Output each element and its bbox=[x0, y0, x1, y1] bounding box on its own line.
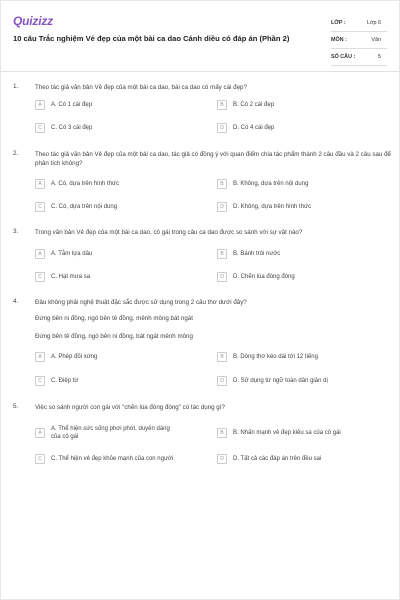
option-label: A. Có 1 cái đẹp bbox=[51, 102, 93, 108]
question-number: 1. bbox=[13, 83, 19, 90]
question-number: 3. bbox=[13, 228, 19, 235]
option-b[interactable] bbox=[217, 248, 363, 260]
option-c[interactable] bbox=[35, 271, 181, 283]
option-label: A. Có, dựa trên hình thức bbox=[51, 181, 120, 187]
option-d[interactable] bbox=[217, 453, 387, 465]
page-title: 10 câu Trắc nghiệm Vẻ đẹp của một bài ca dao Cánh diều có đáp án (Phần 2) bbox=[13, 34, 290, 43]
option-letter: B bbox=[217, 428, 227, 438]
option-letter: B bbox=[217, 179, 227, 189]
option-letter: B bbox=[217, 100, 227, 110]
meta-key: LỚP : bbox=[331, 20, 346, 26]
option-label: D. Tất cả các đáp án trên đều sai bbox=[233, 456, 322, 462]
meta-row-grade bbox=[331, 15, 387, 32]
meta-value: Văn bbox=[371, 37, 381, 43]
question-text: Theo tác giả văn bản Vẻ đẹp của một bài ca dao, bài ca dao có mấy cái đẹp? bbox=[35, 84, 247, 91]
option-letter: C bbox=[35, 202, 45, 212]
option-a[interactable] bbox=[35, 425, 181, 441]
option-label: D. Sử dụng từ ngữ toàn dân giản dị bbox=[233, 378, 328, 384]
option-label: B. Không, dựa trên nội dung bbox=[233, 181, 309, 187]
meta-key: MÔN : bbox=[331, 37, 347, 43]
option-letter: A bbox=[35, 249, 45, 259]
option-label: D. Không, dựa trên hình thức bbox=[233, 204, 312, 210]
header bbox=[1, 1, 399, 61]
option-a[interactable] bbox=[35, 178, 181, 190]
option-letter: A bbox=[35, 179, 45, 189]
question-text: Đâu không phải nghệ thuật đặc sắc được sử dụng trong 2 câu thơ dưới đây? bbox=[35, 299, 247, 306]
option-letter: D bbox=[217, 123, 227, 133]
option-label: A. Thể hiện sức sống phơi phới, duyên dáng của cô gái bbox=[51, 426, 170, 440]
option-b[interactable] bbox=[217, 351, 363, 363]
header-divider bbox=[1, 71, 399, 72]
question-text: Trong văn bản Vẻ đẹp của một bài ca dao, cô gái trong câu ca dao được so sánh với sự vật nào? bbox=[35, 229, 303, 236]
option-label: B. Dòng thơ kéo dài tới 12 tiếng bbox=[233, 354, 318, 360]
meta-row-subject bbox=[331, 32, 387, 49]
option-c[interactable] bbox=[35, 201, 181, 213]
brand-logo: Quizizz bbox=[13, 14, 53, 28]
option-d[interactable] bbox=[217, 271, 363, 283]
verse-line-1: Đứng bên ni đồng, ngó bên tê đồng, mênh mông bát ngát bbox=[35, 315, 193, 322]
option-d[interactable] bbox=[217, 201, 363, 213]
option-letter: B bbox=[217, 249, 227, 259]
option-letter: C bbox=[35, 123, 45, 133]
option-letter: A bbox=[35, 428, 45, 438]
option-c[interactable] bbox=[35, 453, 205, 465]
option-a[interactable] bbox=[35, 248, 181, 260]
option-label: C. Điệp từ bbox=[51, 378, 79, 384]
option-b[interactable] bbox=[217, 178, 363, 190]
question-number: 4. bbox=[13, 298, 19, 305]
option-label: C. Hạt mưa sa bbox=[51, 274, 91, 280]
option-label: A. Phép đối xứng bbox=[51, 354, 98, 360]
option-b[interactable] bbox=[217, 99, 363, 111]
option-letter: B bbox=[217, 352, 227, 362]
option-letter: D bbox=[217, 454, 227, 464]
option-label: A. Tằm lựa dâu bbox=[51, 251, 93, 257]
option-letter: A bbox=[35, 352, 45, 362]
question-text: Việc so sánh người con gái với "chẽn lúa đòng đòng" có tác dụng gì? bbox=[35, 404, 225, 411]
option-letter: A bbox=[35, 100, 45, 110]
option-label: D. Có 4 cái đẹp bbox=[233, 125, 275, 131]
meta-key: SỐ CÂU : bbox=[331, 54, 356, 60]
option-letter: D bbox=[217, 202, 227, 212]
option-label: C. Có 3 cái đẹp bbox=[51, 125, 93, 131]
meta-row-count bbox=[331, 49, 387, 66]
option-d[interactable] bbox=[217, 122, 363, 134]
option-label: B. Có 2 cái đẹp bbox=[233, 102, 275, 108]
option-label: D. Chẽn lúa đòng đòng bbox=[233, 274, 295, 280]
option-a[interactable] bbox=[35, 351, 181, 363]
meta-value: Lớp 6 bbox=[366, 20, 381, 26]
option-a[interactable] bbox=[35, 99, 181, 111]
option-c[interactable] bbox=[35, 375, 181, 387]
meta-box bbox=[331, 15, 387, 66]
option-letter: D bbox=[217, 272, 227, 282]
option-letter: C bbox=[35, 376, 45, 386]
option-letter: C bbox=[35, 272, 45, 282]
option-label: C. Có, dựa trên nội dung bbox=[51, 204, 118, 210]
option-d[interactable] bbox=[217, 375, 363, 387]
question-number: 2. bbox=[13, 150, 19, 157]
option-letter: C bbox=[35, 454, 45, 464]
option-c[interactable] bbox=[35, 122, 181, 134]
option-b[interactable] bbox=[217, 425, 387, 441]
meta-value: 5 bbox=[378, 54, 381, 60]
option-label: B. Nhấn mạnh vẻ đẹp kiêu sa của cô gái bbox=[233, 430, 341, 436]
question-number: 5. bbox=[13, 403, 19, 410]
option-letter: D bbox=[217, 376, 227, 386]
option-label: C. Thể hiện vẻ đẹp khỏe mạnh của con người bbox=[51, 456, 174, 462]
option-label: B. Bánh trôi nước bbox=[233, 251, 281, 257]
question-text: Theo tác giả văn bản Vẻ đẹp của một bài ca dao, tác giả có đồng ý với quan điểm chia tác phẩm thành 2 câu đầu và 2 câu sau để phân tích không? bbox=[35, 151, 391, 167]
verse-line-2: Đứng bên tê đồng, ngó bên ni đồng, bát ngát mênh mông bbox=[35, 333, 193, 340]
